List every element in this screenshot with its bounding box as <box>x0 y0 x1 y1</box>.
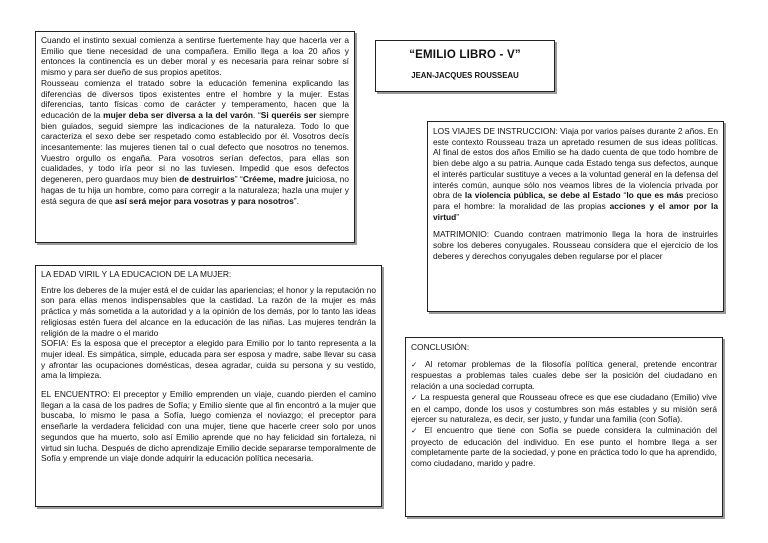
viajes-text-segment: precioso para el hombre: la moralidad de las propias <box>433 190 719 211</box>
instinto-text-segment: Rousseau comienza el tratado sobre la educación femenina explicando las diferencias de diversos tipos existentes entre el hombre y la mujer. Estas diferencias, tanto físicas como de carácter y temperamento, hacen que la educación de la <box>41 77 349 120</box>
conclusion-heading: CONCLUSIÓN: <box>411 342 470 352</box>
instinto-bold-segment: de destruirlos <box>179 174 235 185</box>
document-author: JEAN-JACQUES ROUSSEAU <box>411 71 519 80</box>
matrimonio-paragraph: MATRIMONIO: Cuando contraen matrimonio llega la hora de instruirles sobre los deberes conyugales. Rousseau considera que el ejercicio de los deberes y derechos conyugales deben regularse por el placer <box>433 229 718 261</box>
conclusion-item <box>411 425 717 469</box>
instinto-bold-segment: mujer deba ser diversa a la del varón <box>103 109 253 120</box>
instinto-bold-segment: así será mejor para vosotras y para nosotros <box>115 195 294 206</box>
viajes-text-segment: “ <box>620 190 627 201</box>
viajes-bold-segment: acciones y el amor por la virtud <box>433 200 718 222</box>
instinto-bold-segment: Créeme, madre ju <box>242 174 314 185</box>
instinto-paragraph-2 <box>41 78 349 206</box>
edad-viril-paragraph: Entre los deberes de la mujer está el de cuidar las apariencias; el honor y la reputación no son para ellas menos indispensables que la castidad. La razón de la mujer es más práctica y más sometida a la autoridad y a la opinión de los demás, por lo tanto las ideas religiosas estén fuera del alcance en la educación de las niñas. Las mujeres tendrán la religión de la madre o el marido <box>41 284 376 338</box>
viajes-bold-segment: la violencia pública, se debe al Estado <box>464 190 621 201</box>
instinto-text-segment: ”. <box>293 195 299 206</box>
viajes-paragraph <box>433 126 718 222</box>
checkmark-icon: ✓ <box>411 359 421 369</box>
document-title: “EMILIO LIBRO - V” <box>409 49 521 61</box>
conclusion-item-text: La respuesta general que Rousseau ofrece es que ese ciudadano (Emilio) vive en el campo, donde los usos y costumbres son más estables y su misión será ejercer su naturaleza, es decir, ser justo, y fundar una familia (con Sofía). <box>411 391 717 425</box>
sofia-paragraph: SOFIA: Es la esposa que el preceptor a elegido para Emilio por lo tanto representa a la mujer ideal. Es simpática, simple, educada para ser esposa y madre, sabe llevar su casa y afrontar las ocupaciones domésticas, desea agradar, cuida su persona y su vestido, ama la limpieza. <box>41 338 376 381</box>
conclusion-item-text: El encuentro que tiene con Sofía se puede considera la culminación del proyecto de educación del individuo. En ese punto el hombre llega a ser completamente parte de la sociedad, y pone en práctica todo lo que ha aprendido, como ciudadano, marido y padre. <box>411 424 717 469</box>
instinto-text-segment: siempre bien guiados, seguid siempre las indicaciones de la naturaleza. Todo lo que caracteriza el sexo debe ser respetado como establecido por él. Vosotros decís incesantemente: las mujeres tienen tal o cual defecto que nosotros no tenemos. Vuestro orgullo os engaña. Para vosotros serían defectos, para ellas son cualidades, y todo iría peor si no las tuviesen. Impedid que esos defectos degeneren, pero guardaos muy bien <box>41 109 349 185</box>
instinto-bold-segment: Si queréis ser <box>260 109 317 120</box>
paragraph-spacer <box>41 381 376 389</box>
edad-viril-heading: LA EDAD VIRIL Y LA EDUCACION DE LA MUJER: <box>41 269 232 279</box>
viajes-bold-segment: lo que es más <box>626 190 684 201</box>
conclusion-item-text: Al retomar problemas de la filosofía política general, pretende encontrar respuestas a problemas tales cuales debe ser la posición del ciudadano en relación a una sociedad corrupta. <box>411 358 717 392</box>
instinto-text-segment: iciosa, no hagas de tu hija un hombre, como para corregir a la naturaleza; hazla una mujer y está segura de que <box>41 174 349 206</box>
conclusion-item <box>411 392 717 425</box>
title-box <box>375 40 555 92</box>
instinto-text-box <box>35 31 355 243</box>
instinto-text-segment: . “ <box>252 109 261 120</box>
viajes-text-segment: ” <box>456 211 460 222</box>
encuentro-paragraph: EL ENCUENTRO: El preceptor y Emilio emprenden un viaje, cuando pierden el camino llegan a la casa de los padres de Sofía; y Emilio siente que al fin encontró a la mujer que buscaba, lo mismo le pasa a Sofía, luego comienza el noviazgo; el preceptor para enseñarle la verdadera felicidad con una mujer, tiene que hacerle creer solo por unos segundos que ha muerto, solo así Emilio aprende que no hay felicidad sin fortaleza, ni virtud sin lucha. Después de dicho aprendizaje Emilio decide separarse temporalmente de Sofía y emprende un viaje donde adquirir la educación política necesaria. <box>41 389 376 464</box>
paragraph-spacer <box>433 222 718 229</box>
conclusion-item <box>411 359 717 392</box>
checkmark-icon: ✓ <box>411 425 420 435</box>
viajes-text-box <box>427 121 724 312</box>
instinto-paragraph-1: Cuando el instinto sexual comienza a sentirse fuertemente hay que hacerla ver a Emilio que tiene necesidad de una compañera. Emilio llega a loa 20 años y entonces la continencia es un deber moral y es necesaria para reinar sobre sí mismo y para ser dueño de sus propios apetitos. <box>41 35 349 78</box>
edad-viril-text-box <box>35 265 382 507</box>
instinto-text-segment: ” “ <box>234 174 243 185</box>
checkmark-icon: ✓ <box>411 392 418 402</box>
conclusion-text-box <box>405 337 723 517</box>
viajes-text-segment: LOS VIAJES DE INSTRUCCION: Viaja por varios países durante 2 años. En este contexto Rousseau traza un apretado resumen de sus ideas políticas. Al final de estos dos años Emilio se ha dado cuenta de que todo hombre de bien debe algo a su patria. Aunque cada Estado tenga sus defectos, aunque el interés particular sustituye a veces a la voluntad general en la defensa del interés común, aunque sólo nos veamos libres de la violencia privada por obra de <box>433 126 718 201</box>
